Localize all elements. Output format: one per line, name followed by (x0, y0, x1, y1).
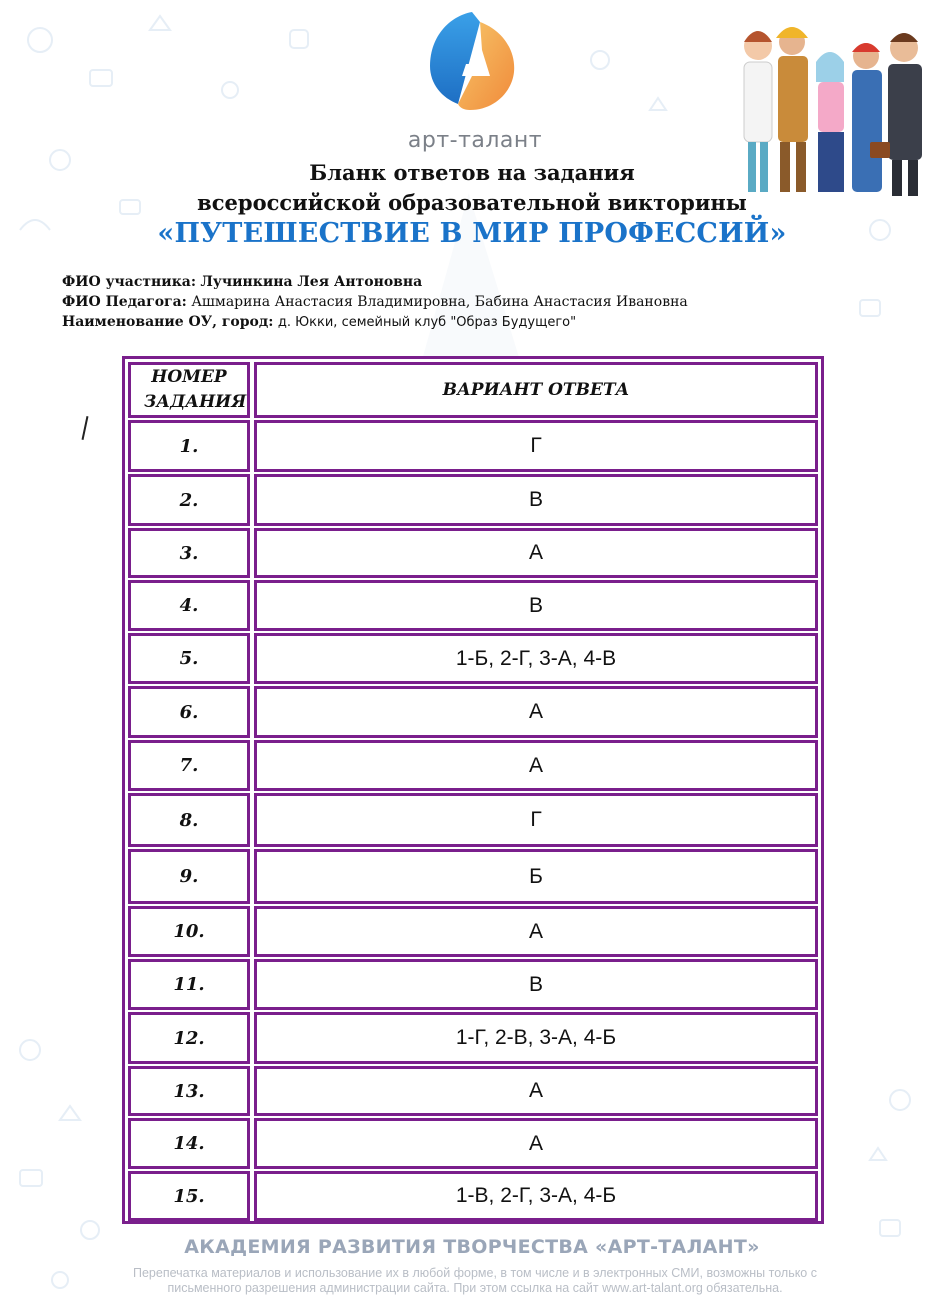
task-number: 4. (179, 595, 199, 616)
answer-text: В (528, 593, 543, 617)
task-number: 12. (173, 1027, 205, 1049)
task-number: 1. (179, 435, 199, 457)
heading-line-2: всероссийской образовательной викторины (197, 190, 747, 215)
table-row (128, 959, 818, 1010)
answer-cell (254, 580, 818, 631)
task-number-cell (128, 1066, 250, 1116)
table-row (128, 793, 818, 847)
participant-line (62, 273, 422, 291)
teacher-label: ФИО Педагога: (62, 294, 187, 310)
answer-table (122, 356, 824, 1224)
task-number-cell (128, 906, 250, 957)
task-number: 13. (173, 1080, 205, 1102)
pen-mark (82, 416, 89, 440)
header-answer-cell (254, 362, 818, 418)
school-value: д. Юкки, семейный клуб "Образ Будущего" (277, 315, 577, 330)
answer-cell (254, 906, 818, 957)
art-talant-logo-icon (420, 6, 524, 116)
task-number: 2. (179, 489, 199, 511)
table-row (128, 740, 818, 791)
table-row (128, 528, 818, 578)
table-row (128, 1012, 818, 1064)
task-number: 9. (179, 866, 199, 887)
task-number-cell (128, 474, 250, 526)
table-header-row (128, 362, 818, 418)
footer-note-line-2: письменного разрешения администрации сайта. При этом ссылка на сайт www.art-talant.org обязательна. (167, 1281, 783, 1295)
footer-note-line-1: Перепечатка материалов и использование их в любой форме, в том числе и в электронных СМИ, возможны только с (132, 1266, 817, 1280)
answer-text: В (528, 488, 543, 511)
task-number-cell (128, 686, 250, 738)
header-number-text: НОМЕР ЗАДАНИЯ (144, 367, 247, 412)
answer-text: 1-В, 2-Г, 3-А, 4-Б (455, 1184, 617, 1207)
answer-cell (254, 793, 818, 847)
table-row (128, 686, 818, 738)
footer-title: АКАДЕМИЯ РАЗВИТИЯ ТВОРЧЕСТВА «АРТ-ТАЛАНТ» (184, 1236, 760, 1258)
answer-cell (254, 1012, 818, 1064)
task-number: 5. (179, 648, 199, 669)
task-number: 11. (173, 974, 205, 995)
answer-text: 1-Б, 2-Г, 3-А, 4-В (455, 646, 617, 670)
footer-note (90, 1266, 860, 1296)
answer-cell (254, 849, 818, 904)
table-row (128, 849, 818, 904)
task-number: 15. (173, 1185, 205, 1207)
answer-text: Б (529, 864, 543, 888)
teacher-value: Ашмарина Анастасия Владимировна, Бабина Анастасия Ивановна (191, 294, 688, 310)
answer-text: Г (530, 434, 542, 457)
table-row (128, 474, 818, 526)
task-number: 10. (173, 921, 205, 942)
task-number-cell (128, 420, 250, 472)
task-number: 14. (173, 1133, 205, 1154)
task-number: 3. (179, 542, 199, 564)
answer-cell (254, 528, 818, 578)
task-number-cell (128, 528, 250, 578)
answer-cell (254, 633, 818, 684)
task-number: 7. (179, 755, 199, 776)
table-row (128, 1066, 818, 1116)
answer-cell (254, 1171, 818, 1221)
answer-cell (254, 474, 818, 526)
answer-text: А (528, 541, 543, 564)
answer-cell (254, 1066, 818, 1116)
school-label: Наименование ОУ, город: (62, 314, 274, 330)
task-number-cell (128, 580, 250, 631)
task-number-cell (128, 1118, 250, 1169)
answer-text: А (528, 700, 543, 723)
answer-text: А (528, 1079, 543, 1102)
table-row (128, 580, 818, 631)
answer-cell (254, 1118, 818, 1169)
task-number-cell (128, 1012, 250, 1064)
task-number: 8. (179, 809, 199, 831)
task-number-cell (128, 633, 250, 684)
answer-cell (254, 959, 818, 1010)
task-number-cell (128, 849, 250, 904)
quiz-title: «ПУТЕШЕСТВИЕ В МИР ПРОФЕССИЙ» (157, 218, 787, 249)
heading-line-1: Бланк ответов на задания (309, 160, 635, 185)
header-answer-text: ВАРИАНТ ОТВЕТА (442, 379, 630, 400)
task-number-cell (128, 959, 250, 1010)
answer-cell (254, 740, 818, 791)
task-number-cell (128, 740, 250, 791)
participant-value: Лучинкина Лея Антоновна (200, 274, 423, 290)
logo-text: арт-талант (407, 128, 543, 153)
answer-cell (254, 420, 818, 472)
task-number-cell (128, 1171, 250, 1221)
table-row (128, 1118, 818, 1169)
table-row (128, 906, 818, 957)
table-row (128, 420, 818, 472)
answer-text: В (528, 972, 543, 996)
answer-text: Г (530, 808, 542, 831)
table-row (128, 1171, 818, 1221)
answer-text: А (528, 753, 543, 777)
answer-text: А (528, 919, 543, 943)
participant-label: ФИО участника: (62, 274, 197, 290)
answer-text: А (528, 1131, 543, 1155)
answer-cell (254, 686, 818, 738)
header-number-cell (128, 362, 250, 418)
school-line (62, 313, 576, 332)
task-number-cell (128, 793, 250, 847)
task-number: 6. (179, 701, 199, 723)
answer-text: 1-Г, 2-В, 3-А, 4-Б (455, 1026, 617, 1049)
table-row (128, 633, 818, 684)
teacher-line (62, 293, 688, 311)
